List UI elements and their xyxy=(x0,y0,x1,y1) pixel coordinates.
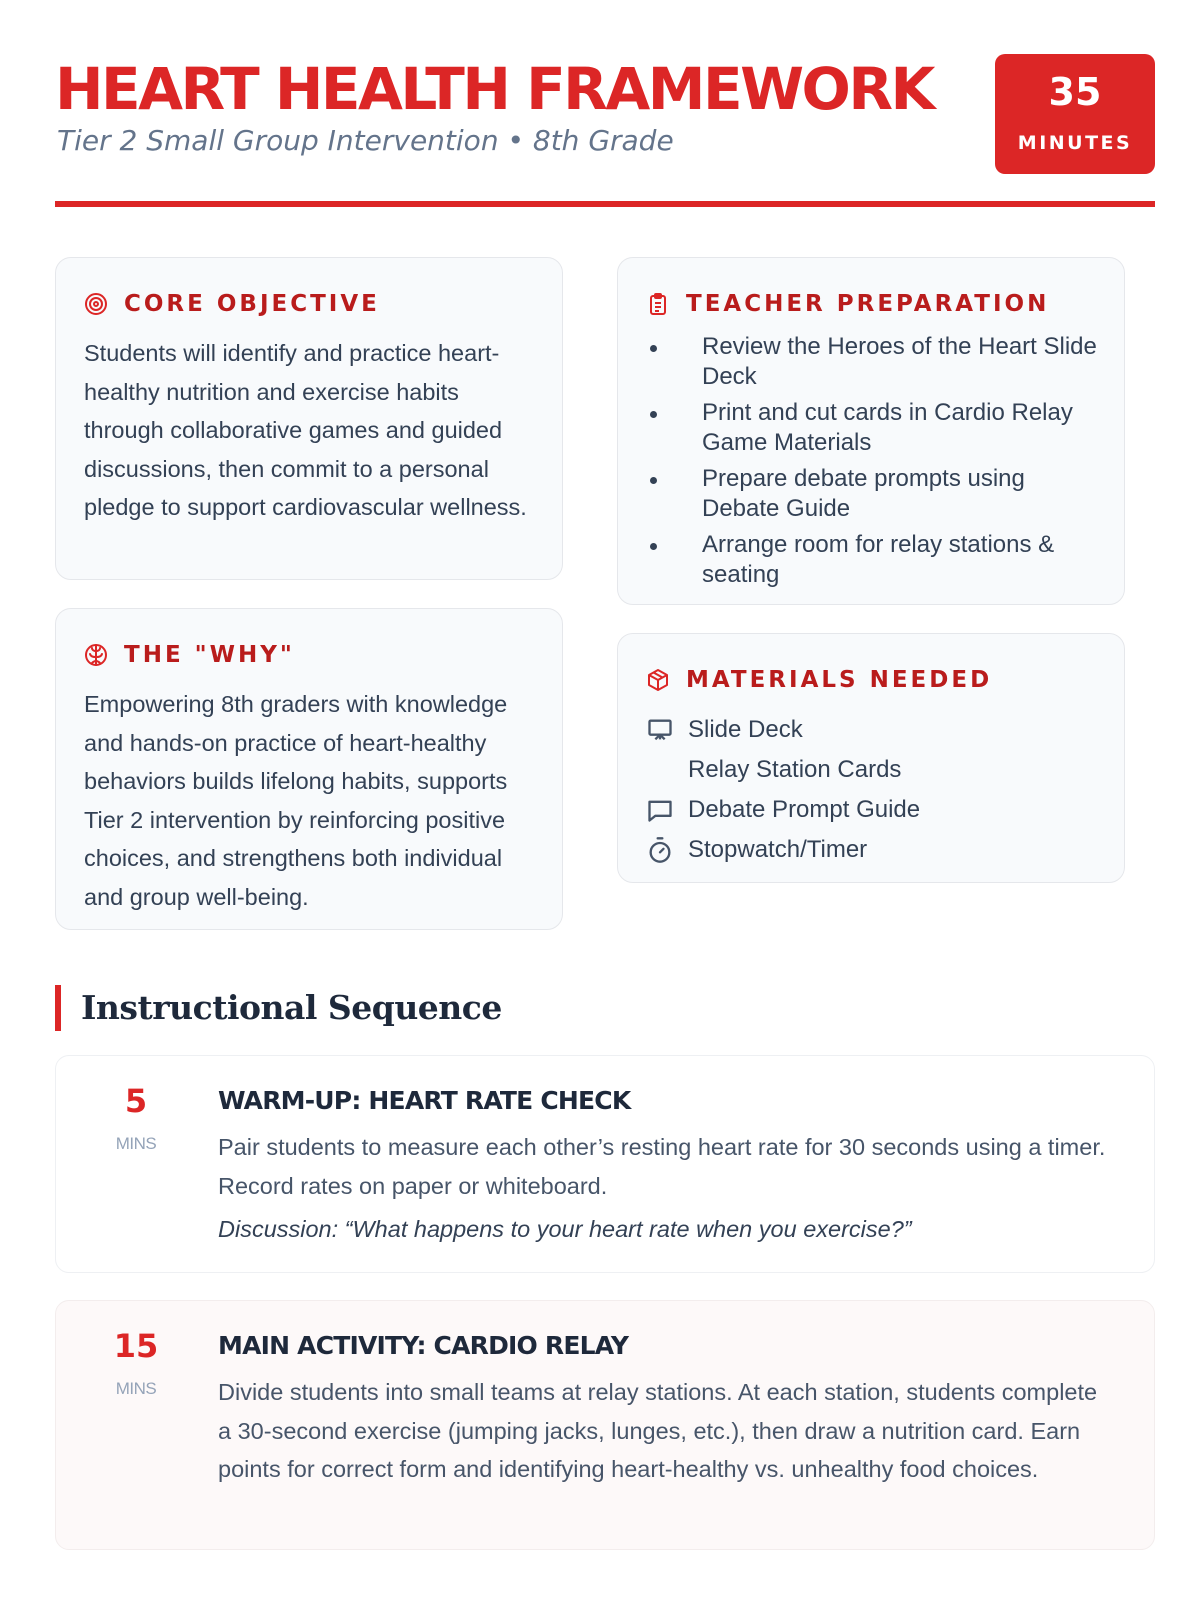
step-discussion: Discussion: “What happens to your heart rate when you exercise?” xyxy=(218,1216,912,1242)
clipboard-icon xyxy=(646,292,670,316)
step-duration: 5 xyxy=(124,1082,148,1120)
list-item xyxy=(646,750,1100,790)
step-title: WARM-UP: HEART RATE CHECK xyxy=(218,1086,631,1115)
teacher-preparation-card xyxy=(617,257,1125,605)
material-label: Relay Station Cards xyxy=(688,756,902,783)
blank-icon xyxy=(646,756,674,784)
step-unit: MINS xyxy=(115,1134,157,1153)
material-label: Slide Deck xyxy=(688,716,803,743)
header xyxy=(55,54,1155,174)
header-divider xyxy=(55,201,1155,207)
materials-header xyxy=(646,662,992,698)
list-item xyxy=(646,790,1100,830)
list-item: Review the Heroes of the Heart Slide Deck xyxy=(646,332,1100,392)
core-objective-header xyxy=(84,286,380,322)
list-item: Prepare debate prompts using Debate Guide xyxy=(646,464,1100,524)
materials-heading: MATERIALS NEEDED xyxy=(686,667,993,693)
step-title: MAIN ACTIVITY: CARDIO RELAY xyxy=(218,1331,629,1360)
box-icon xyxy=(646,668,670,692)
teacher-preparation-heading: TEACHER PREPARATION xyxy=(686,291,1050,317)
step-description: Divide students into small teams at relay stations. At each station, students complete a 30-second exercise (jumping jacks, lunges, etc.), then draw a nutrition card. Earn points for correct form and identifying heart-healthy vs. unhealthy food choices. xyxy=(218,1379,1098,1482)
material-label: Stopwatch/Timer xyxy=(688,836,868,863)
why-heading: THE "WHY" xyxy=(124,642,295,668)
section-heading-text: Instructional Sequence xyxy=(81,988,502,1027)
target-icon xyxy=(84,292,108,316)
sequence-step xyxy=(55,1055,1155,1273)
list-item: Print and cut cards in Cardio Relay Game Materials xyxy=(646,398,1100,458)
sequence-step xyxy=(55,1300,1155,1550)
timer-icon xyxy=(646,836,674,864)
list-item xyxy=(646,830,1100,870)
why-text: Empowering 8th graders with knowledge and hands-on practice of heart-healthy behaviors builds lifelong habits, supports Tier 2 intervention by reinforcing positive choices, and strengthens both individual and group well-being. xyxy=(84,691,508,910)
brain-icon xyxy=(84,643,108,667)
teacher-preparation-list xyxy=(646,332,1100,596)
list-item: Arrange room for relay stations & seating xyxy=(646,530,1100,590)
materials-list xyxy=(646,710,1100,870)
step-description: Pair students to measure each other’s resting heart rate for 30 seconds using a timer. Record rates on paper or whiteboard. xyxy=(218,1134,1106,1199)
page-title: HEART HEALTH FRAMEWORK xyxy=(55,55,933,123)
step-duration: 15 xyxy=(113,1327,159,1365)
teacher-preparation-header xyxy=(646,286,1049,322)
core-objective-card xyxy=(55,257,563,580)
list-item xyxy=(646,710,1100,750)
duration-label: MINUTES xyxy=(1017,132,1133,154)
why-card xyxy=(55,608,563,930)
core-objective-heading: CORE OBJECTIVE xyxy=(124,291,380,317)
page-subtitle: Tier 2 Small Group Intervention • 8th Grade xyxy=(57,124,674,157)
core-objective-text: Students will identify and practice heart-healthy nutrition and exercise habits through collaborative games and guided discussions, then commit to a personal pledge to support cardiovascular wellness. xyxy=(84,340,527,520)
why-header xyxy=(84,637,295,673)
message-icon xyxy=(646,796,674,824)
presentation-icon xyxy=(646,716,674,744)
material-label: Debate Prompt Guide xyxy=(688,796,921,823)
materials-card xyxy=(617,633,1125,883)
duration-badge xyxy=(995,54,1155,174)
section-heading xyxy=(55,985,502,1031)
duration-value: 35 xyxy=(1048,70,1102,114)
step-unit: MINS xyxy=(115,1379,157,1398)
